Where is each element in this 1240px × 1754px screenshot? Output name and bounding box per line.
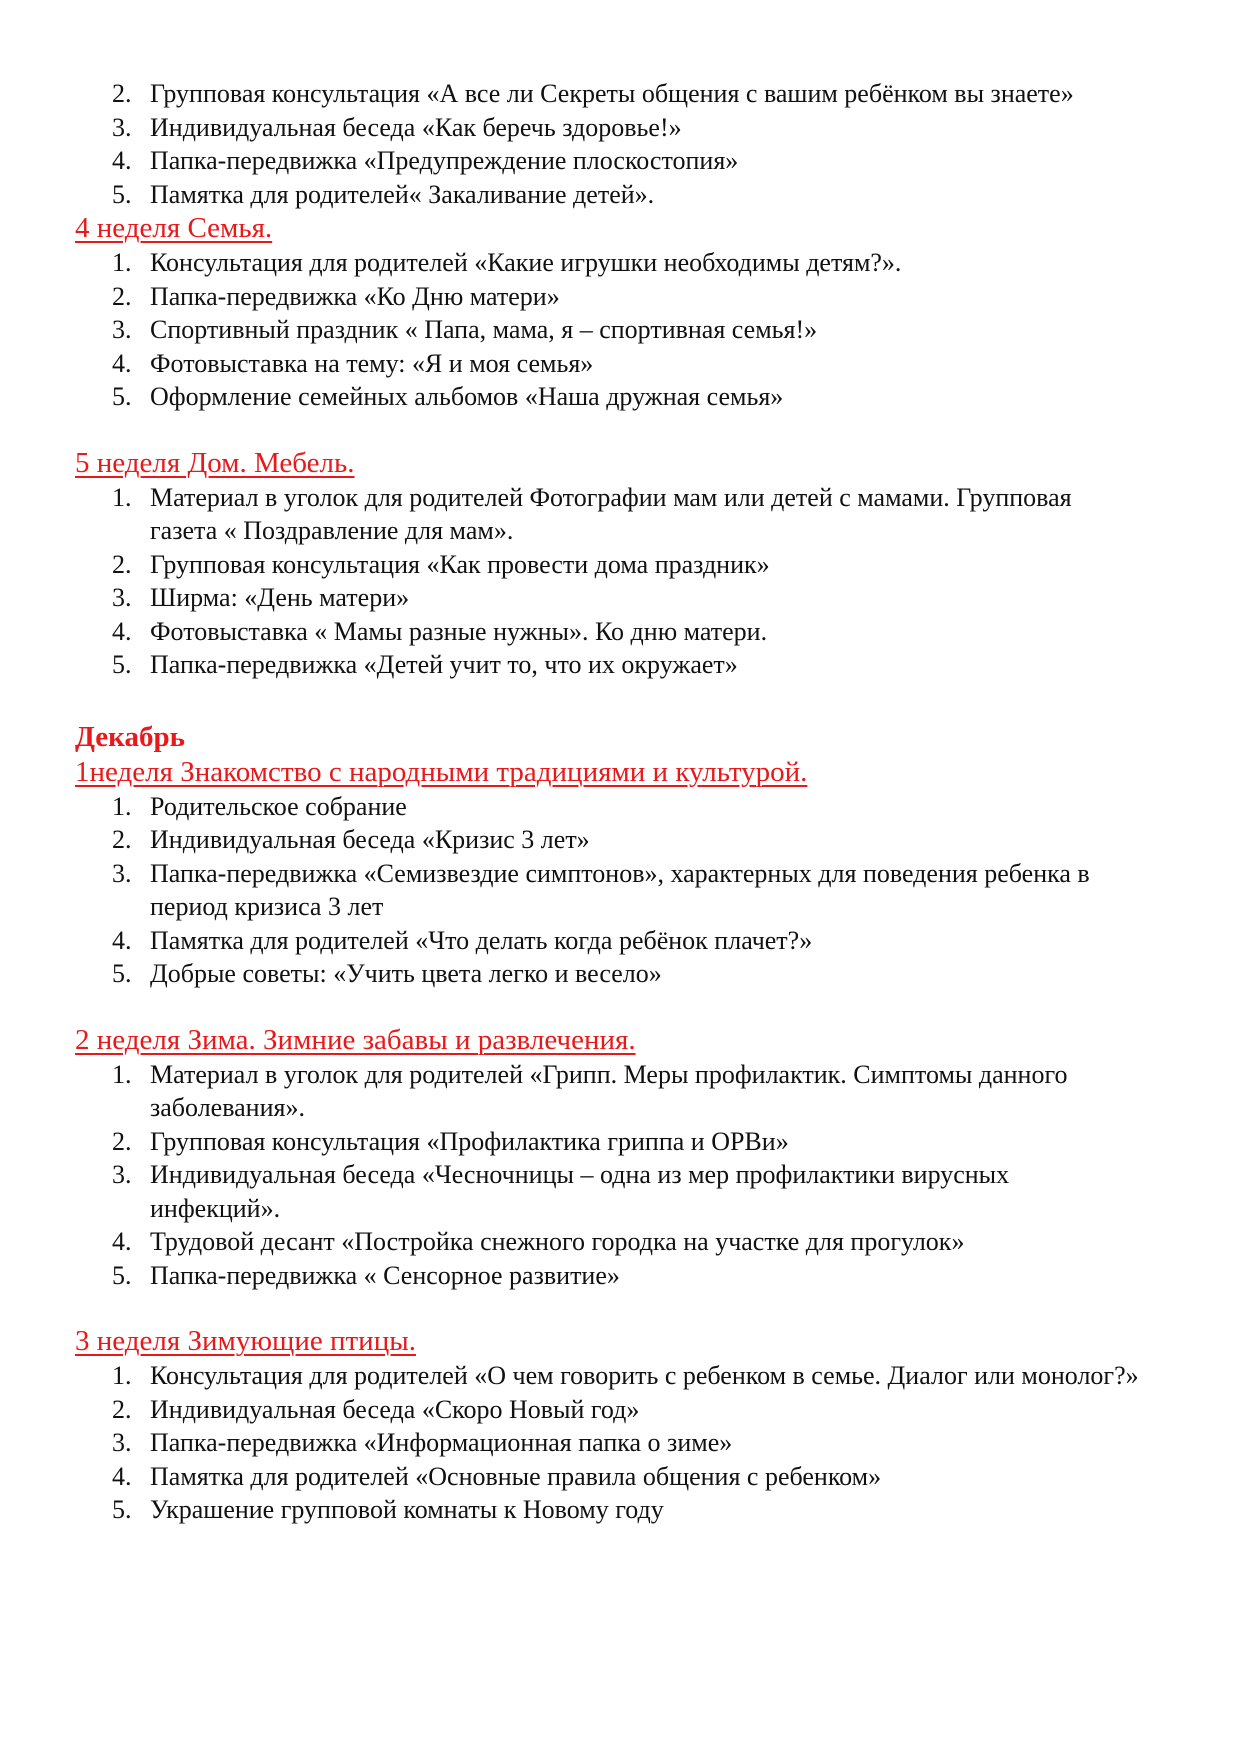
item-number: 5.	[112, 1495, 132, 1524]
item-number: 4.	[112, 1461, 132, 1491]
item-number: 2.	[112, 549, 132, 579]
list-item	[0, 1460, 1240, 1494]
item-text: Памятка для родителей «Что делать когда ребёнок плачет?»	[150, 925, 813, 955]
list-item	[0, 1158, 1240, 1225]
list-item	[0, 1125, 1240, 1159]
list-item	[0, 481, 1240, 548]
item-number: 1.	[112, 791, 132, 821]
continuation-list	[0, 77, 1240, 211]
list-item	[0, 857, 1240, 924]
week4-list	[0, 246, 1240, 414]
list-item	[0, 111, 1240, 145]
item-text: Оформление семейных альбомов «Наша дружная семья»	[150, 382, 784, 411]
item-number: 2.	[112, 79, 132, 108]
month-title: Декабрь	[75, 720, 185, 753]
item-number: 5.	[112, 1260, 132, 1290]
item-text: Индивидуальная беседа «Чесночницы – одна из мер профилактики вирусных инфекций».	[150, 1160, 1010, 1223]
item-text: Индивидуальная беседа «Кризис 3 лет»	[150, 825, 590, 854]
item-number: 5.	[112, 959, 132, 988]
item-number: 4.	[112, 616, 132, 646]
list-item	[0, 1359, 1240, 1393]
list-item	[0, 1393, 1240, 1427]
item-number: 2.	[112, 1126, 132, 1156]
list-item	[0, 957, 1240, 991]
list-item	[0, 1426, 1240, 1460]
item-text: Фотовыставка « Мамы разные нужны». Ко дню матери.	[150, 616, 768, 646]
item-text: Фотовыставка на тему: «Я и моя семья»	[150, 348, 594, 378]
list-item	[0, 347, 1240, 381]
list-item	[0, 144, 1240, 178]
list-item	[0, 615, 1240, 649]
item-text: Памятка для родителей «Основные правила общения с ребенком»	[150, 1461, 882, 1491]
item-text: Групповая консультация «А все ли Секреты общения с вашим ребёнком вы знаете»	[150, 79, 1074, 108]
item-number: 5.	[112, 382, 132, 411]
item-text: Папка-передвижка «Информационная папка о зиме»	[150, 1428, 733, 1457]
item-text: Спортивный праздник « Папа, мама, я – спортивная семья!»	[150, 315, 818, 344]
item-text: Добрые советы: «Учить цвета легко и весело»	[150, 959, 662, 988]
item-number: 1.	[112, 248, 132, 277]
item-number: 3.	[112, 112, 132, 142]
item-text: Папка-передвижка «Ко Дню матери»	[150, 281, 560, 311]
list-item	[0, 1259, 1240, 1293]
item-text: Родительское собрание	[150, 791, 407, 821]
list-item	[0, 178, 1240, 212]
list-item	[0, 924, 1240, 958]
item-number: 4.	[112, 348, 132, 378]
item-number: 3.	[112, 1428, 132, 1457]
december-week1-list	[0, 790, 1240, 991]
list-item	[0, 313, 1240, 347]
list-item	[0, 823, 1240, 857]
item-number: 2.	[112, 281, 132, 311]
item-number: 3.	[112, 858, 132, 888]
list-item	[0, 77, 1240, 111]
item-text: Индивидуальная беседа «Как беречь здоровье!»	[150, 112, 682, 142]
item-text: Трудовой десант «Постройка снежного городка на участке для прогулок»	[150, 1227, 965, 1256]
list-item	[0, 790, 1240, 824]
list-item	[0, 246, 1240, 280]
item-number: 2.	[112, 1394, 132, 1424]
list-item	[0, 648, 1240, 682]
item-text: Консультация для родителей «О чем говорить с ребенком в семье. Диалог или монолог?»	[150, 1361, 1139, 1390]
item-number: 4.	[112, 1227, 132, 1256]
item-number: 1.	[112, 1361, 132, 1390]
list-item	[0, 380, 1240, 414]
item-text: Украшение групповой комнаты к Новому году	[150, 1495, 664, 1524]
december-week1-heading: 1неделя Знакомство с народными традициями и культурой.	[75, 755, 808, 788]
item-number: 1.	[112, 1059, 132, 1089]
item-number: 4.	[112, 146, 132, 175]
week5-list	[0, 481, 1240, 682]
item-number: 3.	[112, 583, 132, 612]
item-number: 3.	[112, 315, 132, 344]
item-text: Папка-передвижка « Сенсорное развитие»	[150, 1260, 620, 1290]
december-week2-heading: 2 неделя Зима. Зимние забавы и развлечения.	[75, 1023, 636, 1056]
item-text: Материал в уголок для родителей «Грипп. Меры профилактик. Симптомы данного заболевания».	[150, 1059, 1068, 1122]
list-item	[0, 581, 1240, 615]
list-item	[0, 1225, 1240, 1259]
december-week3-heading: 3 неделя Зимующие птицы.	[75, 1325, 416, 1357]
item-text: Ширма: «День матери»	[150, 583, 410, 612]
list-item	[0, 280, 1240, 314]
item-text: Индивидуальная беседа «Скоро Новый год»	[150, 1394, 640, 1424]
item-number: 5.	[112, 179, 132, 209]
list-item	[0, 548, 1240, 582]
item-text: Групповая консультация «Как провести дома праздник»	[150, 549, 770, 579]
list-item	[0, 1058, 1240, 1125]
item-number: 2.	[112, 825, 132, 854]
december-week2-list	[0, 1058, 1240, 1293]
item-number: 4.	[112, 925, 132, 955]
item-number: 5.	[112, 650, 132, 679]
item-number: 1.	[112, 482, 132, 512]
item-number: 3.	[112, 1160, 132, 1189]
item-text: Групповая консультация «Профилактика гриппа и ОРВи»	[150, 1126, 789, 1156]
item-text: Консультация для родителей «Какие игрушки необходимы детям?».	[150, 248, 902, 277]
week5-heading: 5 неделя Дом. Мебель.	[75, 446, 355, 479]
list-item	[0, 1493, 1240, 1527]
document-content	[0, 77, 1240, 1527]
item-text: Памятка для родителей« Закаливание детей».	[150, 179, 655, 209]
item-text: Материал в уголок для родителей Фотографии мам или детей с мамами. Групповая газета « Поздравление для мам».	[150, 482, 1072, 545]
week4-heading: 4 неделя Семья.	[75, 212, 273, 244]
december-week3-list	[0, 1359, 1240, 1527]
item-text: Папка-передвижка «Семизвездие симптонов», характерных для поведения ребенка в период кризиса 3 лет	[150, 858, 1090, 921]
item-text: Папка-передвижка «Предупреждение плоскостопия»	[150, 146, 739, 175]
item-text: Папка-передвижка «Детей учит то, что их окружает»	[150, 650, 738, 679]
